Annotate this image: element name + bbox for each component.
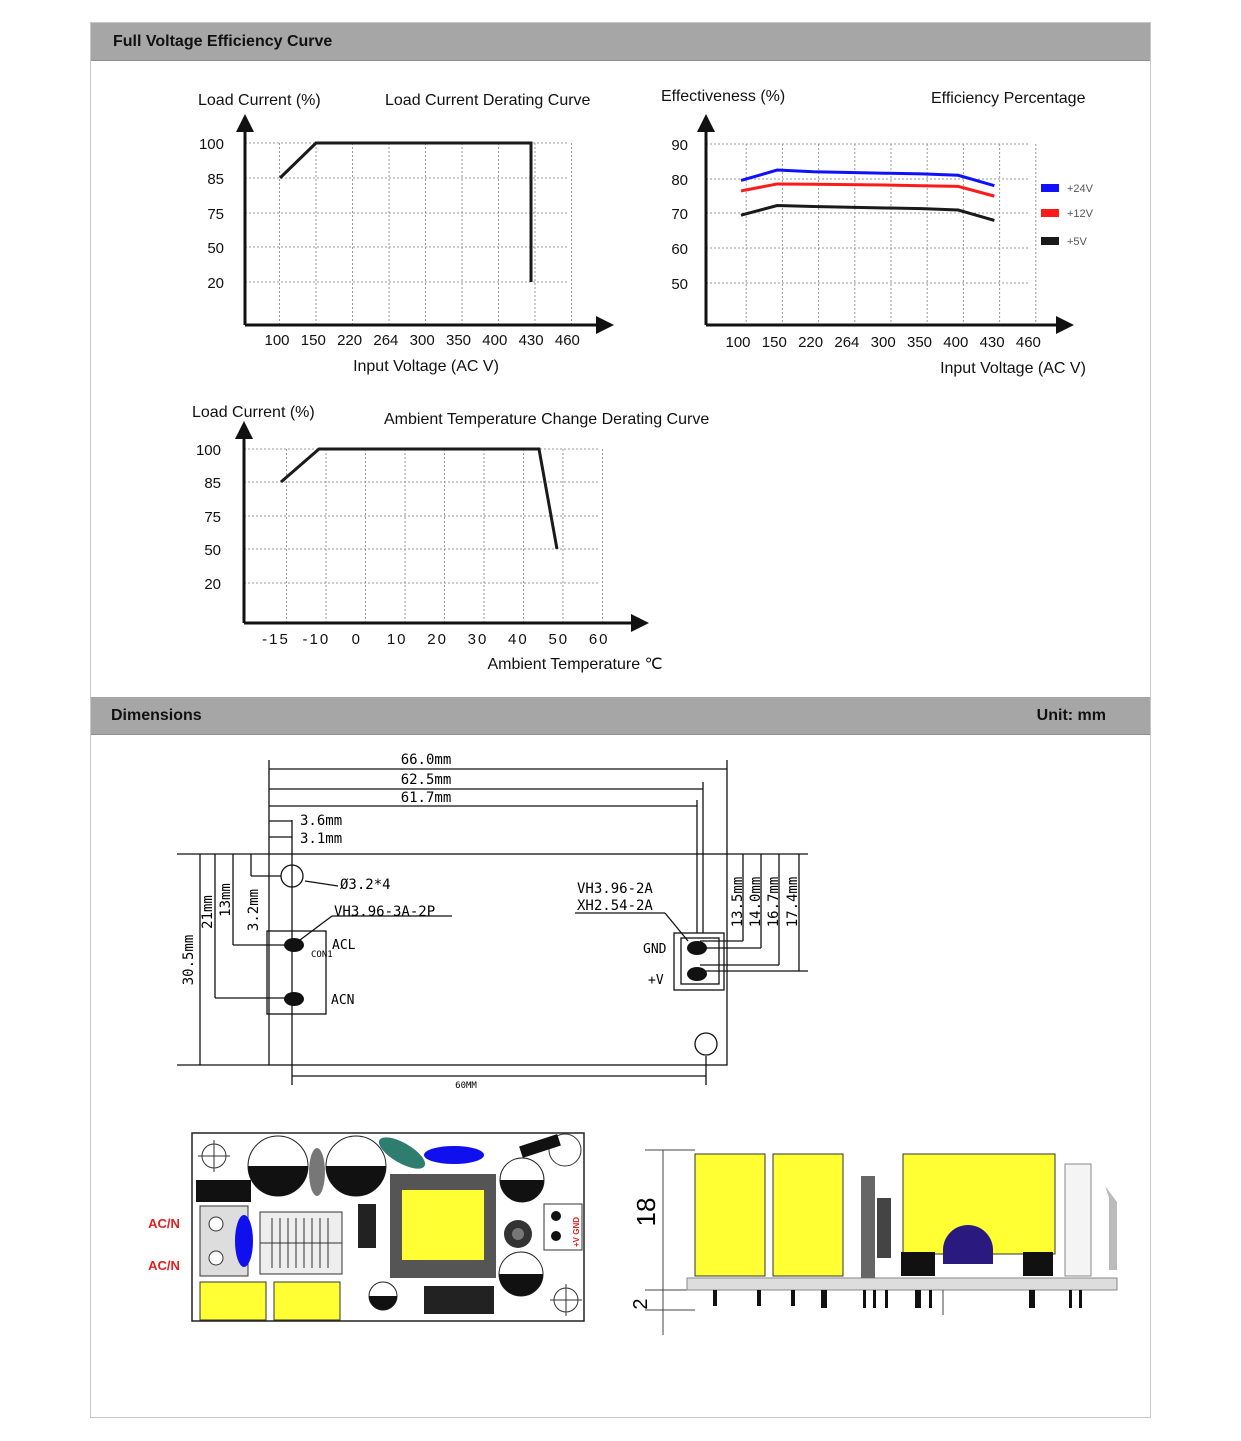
board-side-view <box>625 1140 1130 1340</box>
x-tick-label: 20 <box>427 631 448 648</box>
dim-3-2: 3.2mm <box>246 888 262 932</box>
chart-derating-voltage <box>198 92 614 375</box>
series-line-1 <box>741 184 994 196</box>
dim-62-5: 62.5mm <box>400 772 452 788</box>
x-tick-label: 350 <box>445 332 472 349</box>
dim-14: 14.0mm <box>748 876 764 928</box>
ac-label-2: AC/N <box>148 1258 180 1273</box>
y-tick-label: 75 <box>204 509 221 526</box>
legend-label: +24V <box>1067 183 1093 195</box>
y-axis-arrow <box>236 114 254 132</box>
x-axis-label: Input Voltage (AC V) <box>940 360 1086 377</box>
gnd-label: GND <box>643 942 667 957</box>
acl-label: ACL <box>332 938 356 953</box>
y-axis-arrow <box>235 421 253 439</box>
x-tick-label: 30 <box>467 631 489 648</box>
legend-label: +5V <box>1067 236 1087 248</box>
y-tick-label: 85 <box>207 171 224 188</box>
x-tick-label: 430 <box>979 334 1005 351</box>
terminal-labels: +V GND <box>572 1216 581 1248</box>
dim-13: 13mm <box>218 883 234 917</box>
dim-66: 66.0mm <box>400 752 452 768</box>
dim-16-7: 16.7mm <box>766 876 782 928</box>
side-pin-label: 2 <box>630 1298 652 1310</box>
dim-13-5: 13.5mm <box>730 876 746 928</box>
legend-label: +12V <box>1067 208 1093 220</box>
section-header-dimensions <box>91 697 1150 735</box>
y-tick-label: 85 <box>204 475 221 492</box>
section-title: Dimensions <box>111 707 202 724</box>
x-tick-label: 220 <box>337 332 363 349</box>
dim-61-7: 61.7mm <box>400 790 452 806</box>
x-tick-label: 40 <box>508 631 529 648</box>
y-tick-label: 60 <box>671 241 688 258</box>
x-tick-label: 100 <box>725 334 751 351</box>
x-tick-label: 300 <box>870 334 896 351</box>
x-tick-label: 150 <box>761 334 787 351</box>
x-axis-arrow <box>1056 316 1074 334</box>
mount-hole <box>695 1033 717 1055</box>
y-tick-label: 75 <box>207 206 224 223</box>
x-tick-label: 400 <box>482 332 508 349</box>
chart-title: Load Current Derating Curve <box>385 92 591 109</box>
y-tick-label: 20 <box>207 275 224 292</box>
con1-label: CON1 <box>311 950 333 960</box>
connector-out-1-label: VH3.96-2A <box>577 881 653 897</box>
y-tick-label: 20 <box>204 576 221 593</box>
legend-swatch <box>1041 184 1059 192</box>
legend-swatch <box>1041 237 1059 245</box>
y-tick-label: 80 <box>671 172 688 189</box>
dim-21: 21mm <box>200 895 216 929</box>
x-tick-label: -15 <box>262 631 290 648</box>
unit-label: Unit: mm <box>1036 707 1106 724</box>
section-title: Full Voltage Efficiency Curve <box>113 33 333 50</box>
x-tick-label: 460 <box>1015 334 1041 351</box>
x-tick-label: 350 <box>906 334 933 351</box>
x-tick-label: 60 <box>588 631 610 648</box>
dim-17-4: 17.4mm <box>785 876 801 928</box>
x-tick-label: 300 <box>409 332 435 349</box>
y-tick-label: 50 <box>204 542 221 559</box>
y-tick-label: 70 <box>671 206 688 223</box>
dimension-drawing <box>0 740 1241 1100</box>
chart-title: Efficiency Percentage <box>931 90 1086 107</box>
x-axis-label: Ambient Temperature ℃ <box>487 656 663 673</box>
acn-label: ACN <box>331 993 355 1008</box>
chart-efficiency <box>661 88 1094 377</box>
x-tick-label: 50 <box>548 631 570 648</box>
x-tick-label: 264 <box>373 332 399 349</box>
x-tick-label: 0 <box>351 631 362 648</box>
side-height-label: 18 <box>631 1197 661 1227</box>
y-axis-arrow <box>697 114 715 132</box>
chart-title: Ambient Temperature Change Derating Curve <box>384 411 710 428</box>
y-tick-label: 50 <box>671 276 688 293</box>
connector-in-label: VH3.96-3A-2P <box>334 904 436 920</box>
dim-3-6: 3.6mm <box>300 813 343 829</box>
charts-area <box>0 0 1241 690</box>
x-tick-label: 430 <box>518 332 544 349</box>
x-tick-label: 10 <box>386 631 408 648</box>
y-tick-label: 100 <box>198 136 224 153</box>
series-line-0 <box>281 449 557 549</box>
y-axis-label: Effectiveness (%) <box>661 88 786 105</box>
x-tick-label: 100 <box>264 332 290 349</box>
dim-60: 60MM <box>455 1081 477 1091</box>
x-tick-label: 150 <box>300 332 326 349</box>
ac-label-1: AC/N <box>148 1216 180 1231</box>
x-tick-label: 264 <box>834 334 860 351</box>
y-tick-label: 100 <box>195 442 221 459</box>
x-tick-label: -10 <box>302 631 331 648</box>
y-axis-label: Load Current (%) <box>192 404 315 421</box>
x-tick-label: 220 <box>798 334 824 351</box>
y-axis-label: Load Current (%) <box>198 92 321 109</box>
vplus-label: +V <box>648 973 664 988</box>
x-axis-label: Input Voltage (AC V) <box>353 358 499 375</box>
x-tick-label: 460 <box>554 332 580 349</box>
x-tick-label: 400 <box>943 334 969 351</box>
dim-30-5: 30.5mm <box>181 934 197 986</box>
x-axis-arrow <box>631 614 649 632</box>
connector-out-2-label: XH2.54-2A <box>577 898 653 914</box>
hole-label: Ø3.2*4 <box>340 877 391 893</box>
y-tick-label: 90 <box>671 137 688 154</box>
chart-derating-temperature <box>192 404 709 673</box>
board-top-view <box>140 1128 600 1328</box>
legend-swatch <box>1041 209 1059 217</box>
y-tick-label: 50 <box>207 240 224 257</box>
dim-3-1: 3.1mm <box>300 831 343 847</box>
x-axis-arrow <box>596 316 614 334</box>
